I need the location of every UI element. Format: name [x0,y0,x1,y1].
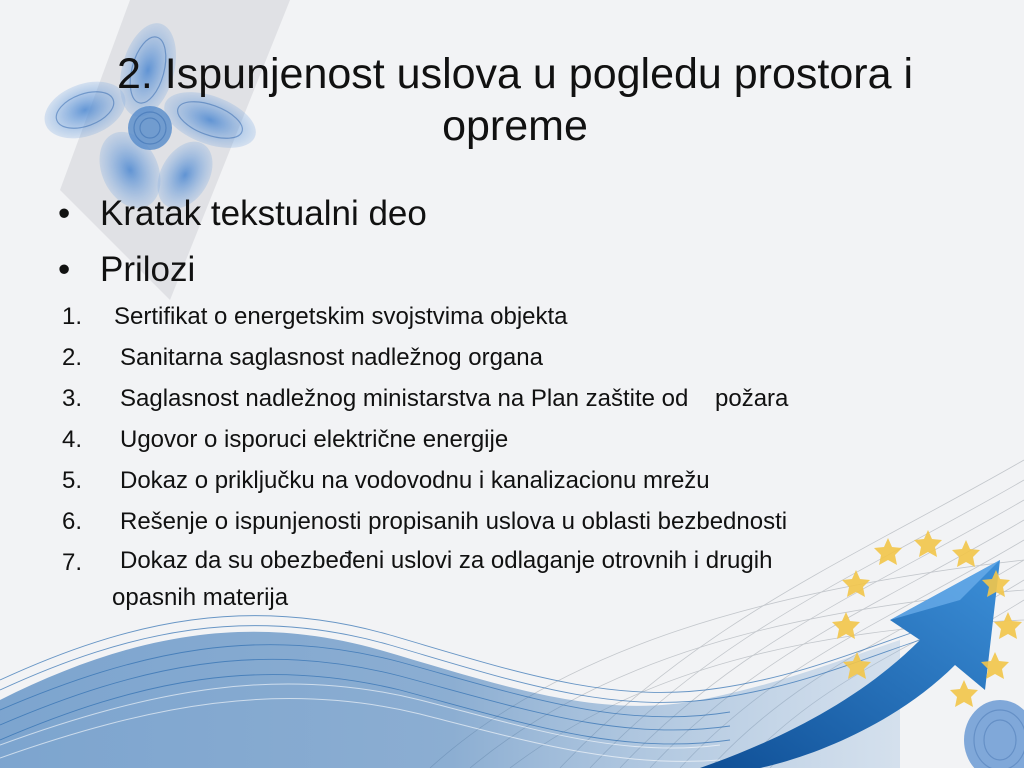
attachment-text: Dokaz o priključku na vodovodnu i kanalizacionu mrežu [120,467,710,494]
attachment-number: 3. [62,385,83,412]
bullet-list [58,186,427,298]
attachment-item [62,460,942,501]
bullet-text: Kratak tekstualni deo [100,194,427,233]
bullet-item [58,242,427,298]
bullet-marker: • [58,194,71,233]
attachments-list [62,296,942,616]
attachment-number: 7. [62,549,83,576]
slide-title: 2. Ispunjenost uslova u pogledu prostora i opreme [116,50,914,150]
attachment-text: Saglasnost nadležnog ministarstva na Plan zaštite od požara [120,385,789,412]
attachment-number: 6. [62,508,83,535]
attachment-number: 2. [62,344,83,371]
bullet-text: Prilozi [100,250,196,289]
attachment-number: 1. [62,303,83,330]
attachment-item [62,337,942,378]
attachment-text-continuation: opasnih materija [112,584,289,611]
attachment-item [62,542,942,616]
attachment-text: Ugovor o isporuci električne energije [120,426,509,453]
attachment-item [62,419,942,460]
attachment-number: 4. [62,426,83,453]
bullet-marker: • [58,250,71,289]
attachment-number: 5. [62,467,83,494]
attachment-item [62,501,942,542]
attachment-text: Dokaz da su obezbeđeni uslovi za odlaganje otrovnih i drugih [120,547,773,574]
bullet-item [58,186,427,242]
attachment-item [62,296,942,337]
attachment-text: Sanitarna saglasnost nadležnog organa [120,344,543,371]
attachment-item [62,378,942,419]
attachment-text: Rešenje o ispunjenosti propisanih uslova u oblasti bezbednosti [120,508,788,535]
attachment-text: Sertifikat o energetskim svojstvima objekta [114,303,568,330]
